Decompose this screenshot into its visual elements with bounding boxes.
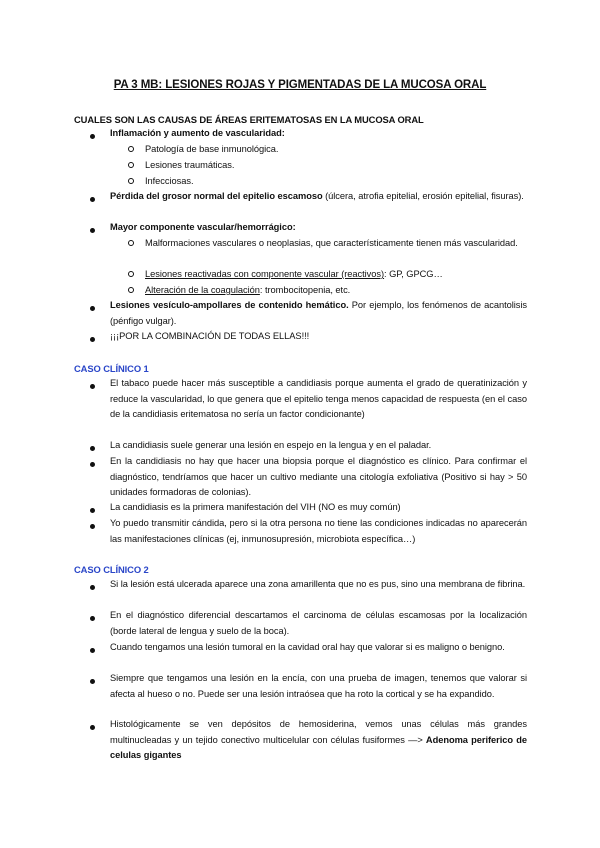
item-text: (úlcera, atrofia epitelial, erosión epitelial, fisuras). xyxy=(322,191,524,201)
bullet-icon xyxy=(90,337,95,342)
underlined-text: Lesiones reactivadas con componente vascular (reactivos) xyxy=(145,269,385,279)
bullet-icon xyxy=(90,228,95,233)
bullet-icon xyxy=(90,508,95,513)
sub-list-item xyxy=(145,267,527,283)
bullet-icon xyxy=(90,648,95,653)
item-text: Inflamación y aumento de vascularidad: xyxy=(110,128,285,138)
circle-bullet-icon xyxy=(128,178,134,184)
sub-list-item xyxy=(145,283,527,299)
list-item: La candidiasis es la primera manifestación del VIH (NO es muy común) xyxy=(110,502,401,512)
list-item: Yo puedo transmitir cándida, pero si la otra persona no tiene las condiciones indicadas no aparecerán las manifestaciones clínicas (ej, inmunosupresión, microbiota específica…) xyxy=(110,518,527,544)
list-item: Si la lesión está ulcerada aparece una zona amarillenta que no es pus, sino una membrana de fibrina. xyxy=(110,579,526,589)
underlined-text: Alteración de la coagulación xyxy=(145,285,260,295)
bullet-icon xyxy=(90,524,95,529)
sub-list-item: Infecciosas. xyxy=(145,176,194,186)
list-item: Cuando tengamos una lesión tumoral en la cavidad oral hay que valorar si es maligno o benigno. xyxy=(110,642,505,652)
list-item: ¡¡¡POR LA COMBINACIÓN DE TODAS ELLAS!!! xyxy=(110,331,310,341)
bullet-icon xyxy=(90,585,95,590)
item-text: Por ejemplo, los fenómenos de acantolisis (pénfigo vulgar). xyxy=(110,300,527,326)
section-heading-caso-2: CASO CLÍNICO 2 xyxy=(74,564,149,575)
list-item xyxy=(110,126,527,142)
list-item xyxy=(110,220,527,236)
bullet-icon xyxy=(90,616,95,621)
item-bold-text: Lesiones vesículo-ampollares de contenido hemático. xyxy=(110,300,349,310)
circle-bullet-icon xyxy=(128,162,134,168)
bullet-icon xyxy=(90,306,95,311)
bullet-icon xyxy=(90,134,95,139)
bullet-icon xyxy=(90,384,95,389)
list-item: En la candidiasis no hay que hacer una biopsia porque el diagnóstico es clínico. Para confirmar el diagnóstico, tendríamos que hacer un cultivo mediante una citología exfoliativa (Positivo si hay > 50 unidades formadoras de colonias). xyxy=(110,456,527,498)
item-text: : trombocitopenia, etc. xyxy=(259,285,351,295)
circle-bullet-icon xyxy=(128,146,134,152)
circle-bullet-icon xyxy=(128,271,134,277)
list-item xyxy=(110,189,527,205)
item-bold-text: Adenoma periferico de celulas gigantes xyxy=(110,734,527,761)
bullet-icon xyxy=(90,462,95,467)
bullet-icon xyxy=(90,725,95,730)
list-item xyxy=(110,298,527,329)
circle-bullet-icon xyxy=(128,287,134,293)
list-item: La candidiasis suele generar una lesión en espejo en la lengua y en el paladar. xyxy=(110,440,432,450)
list-item: El tabaco puede hacer más susceptible a candidiasis porque aumenta el grado de queratinización y reduce la vascularidad, lo que genera que el epitelio tenga menos capacidad de respuesta (en el caso de la candidiasis eritematosa no sería un factor condicionante) xyxy=(110,378,527,420)
item-text: Mayor componente vascular/hemorrágico: xyxy=(110,222,296,232)
list-item xyxy=(110,717,527,764)
sub-list-item: Patología de base inmunológica. xyxy=(145,144,279,154)
list-item: En el diagnóstico diferencial descartamos el carcinoma de células escamosas por la localización (borde lateral de lengua y suelo de la boca). xyxy=(110,610,527,636)
section-heading-causas: CUALES SON LAS CAUSAS DE ÁREAS ERITEMATOSAS EN LA MUCOSA ORAL xyxy=(74,114,424,125)
bullet-icon xyxy=(90,446,95,451)
sub-list-item: Lesiones traumáticas. xyxy=(145,160,235,170)
bullet-icon xyxy=(90,679,95,684)
document-title: PA 3 MB: LESIONES ROJAS Y PIGMENTADAS DE LA MUCOSA ORAL xyxy=(113,79,487,91)
list-item: Siempre que tengamos una lesión en la encía, con una prueba de imagen, tenemos que valorar si afecta al hueso o no. Puede ser una lesión intraósea que ha roto la cortical y se ha expandido. xyxy=(110,673,527,699)
item-bold-text: Pérdida del grosor normal del epitelio escamoso xyxy=(110,191,323,201)
item-text: : GP, GPCG… xyxy=(384,269,443,279)
circle-bullet-icon xyxy=(128,240,134,246)
bullet-icon xyxy=(90,197,95,202)
section-heading-caso-1: CASO CLÍNICO 1 xyxy=(74,363,149,374)
sub-list-item: Malformaciones vasculares o neoplasias, que característicamente tienen más vascularidad. xyxy=(145,238,518,248)
item-text: Histológicamente se ven depósitos de hemosiderina, vemos unas células más grandes multinucleadas y un tejido conectivo multicelular con células fusiformes —> xyxy=(110,719,527,745)
